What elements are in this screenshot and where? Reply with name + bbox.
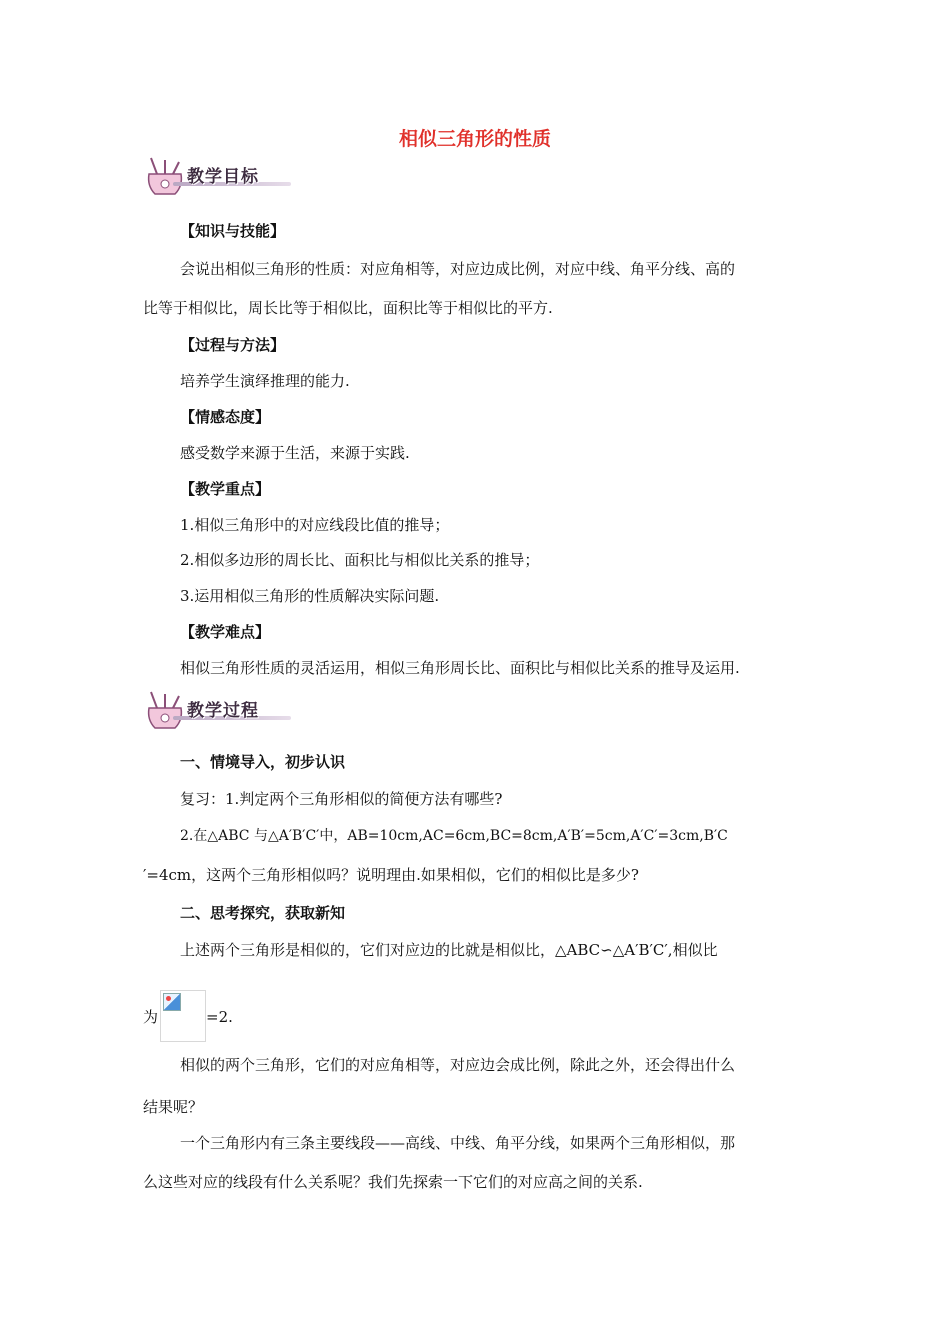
heading-difficulties: 【教学难点】	[180, 623, 271, 641]
broken-image-icon	[163, 993, 181, 1011]
section-label: 教学目标	[187, 167, 259, 187]
heading-intro: 一、情境导入，初步认识	[180, 753, 346, 771]
paragraph-line: 结果呢？	[143, 1098, 204, 1116]
list-item: 2.相似多边形的周长比、面积比与相似比关系的推导；	[180, 551, 540, 569]
pencil-cup-icon	[143, 690, 187, 732]
paragraph-line: 为	[143, 1008, 159, 1026]
pencil-cup-icon	[143, 156, 187, 198]
section-label: 教学过程	[187, 701, 259, 721]
paragraph-line: 比等于相似比，周长比等于相似比，面积比等于相似比的平方.	[143, 299, 553, 317]
section-banner-process	[143, 690, 291, 732]
paragraph-line: 一个三角形内有三条主要线段——高线、中线、角平分线，如果两个三角形相似，那	[180, 1134, 736, 1152]
paragraph-line: 相似的两个三角形，它们的对应角相等，对应边会成比例，除此之外，还会得出什么	[180, 1056, 736, 1074]
heading-attitude: 【情感态度】	[180, 408, 271, 426]
paragraph-line: =2.	[206, 1008, 233, 1026]
paragraph-line: 2.在△ABC 与△A′B′C′中，AB=10cm,AC=6cm,BC=8cm,A′B′=5cm,A′C′=3cm,B′C	[180, 828, 728, 844]
paragraph-line: 会说出相似三角形的性质：对应角相等，对应边成比例，对应中线、角平分线、高的	[180, 260, 736, 278]
paragraph-line: 感受数学来源于生活，来源于实践.	[180, 444, 410, 462]
heading-explore: 二、思考探究，获取新知	[180, 904, 346, 922]
formula-image-placeholder	[160, 990, 206, 1042]
list-item: 1.相似三角形中的对应线段比值的推导；	[180, 516, 450, 534]
paragraph-line: ′=4cm，这两个三角形相似吗？说明理由.如果相似，它们的相似比是多少?	[143, 866, 639, 884]
paragraph-line: 培养学生演绎推理的能力.	[180, 372, 350, 390]
paragraph-line: 复习：1.判定两个三角形相似的简便方法有哪些?	[180, 790, 503, 808]
paragraph-line: 相似三角形性质的灵活运用，相似三角形周长比、面积比与相似比关系的推导及运用.	[180, 659, 740, 677]
heading-key-points: 【教学重点】	[180, 480, 271, 498]
paragraph-line: 上述两个三角形是相似的，它们对应边的比就是相似比，△ABC∽△A′B′C′,相似比	[180, 941, 718, 959]
section-banner-objectives	[143, 156, 291, 198]
list-item: 3.运用相似三角形的性质解决实际问题.	[180, 587, 440, 605]
paragraph-line: 么这些对应的线段有什么关系呢？我们先探索一下它们的对应高之间的关系.	[143, 1173, 643, 1191]
heading-process: 【过程与方法】	[180, 336, 286, 354]
page-title: 相似三角形的性质	[398, 128, 551, 150]
heading-knowledge: 【知识与技能】	[180, 222, 286, 240]
